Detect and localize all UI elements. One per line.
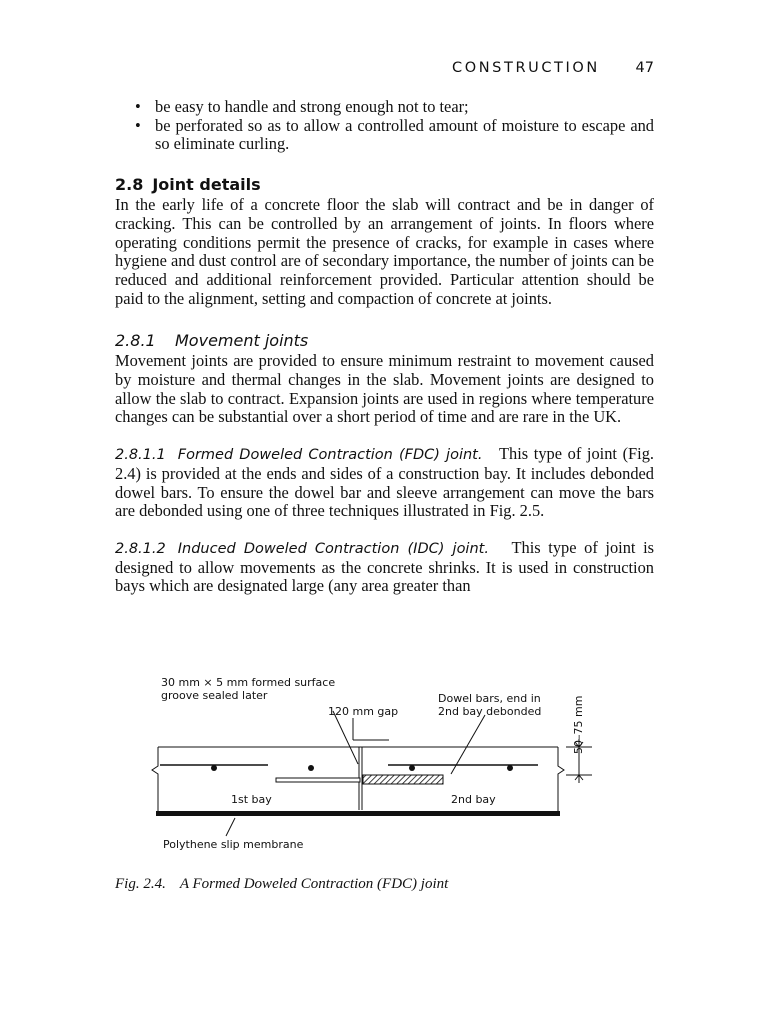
groove-label-line1: 30 mm × 5 mm formed surface — [161, 676, 336, 689]
groove-label-line2: groove sealed later — [161, 689, 268, 702]
debonded-sleeve — [363, 775, 443, 784]
section-2-8-1-body: Movement joints are provided to ensure minimum restraint to movement caused by moisture and thermal changes in the slab. Movement joints are designed to allow the slab to contract. Expansion joints are used in regions where temperature changes can be substantial over a short period of time and are rare in the UK. — [115, 351, 654, 427]
page-number: 47 — [635, 60, 654, 76]
depth-label: 50–75 mm — [572, 695, 585, 754]
bar-section — [507, 765, 513, 771]
section-heading-2-8: 2.8 Joint details — [115, 175, 261, 195]
figure-caption — [115, 876, 448, 893]
section-heading-2-8-1: 2.8.1 Movement joints — [115, 331, 309, 351]
section-heading-2-8-1-2: 2.8.1.2 Induced Doweled Contraction (IDC) joint. — [115, 540, 489, 557]
groove-leader — [333, 711, 358, 764]
bar-section — [409, 765, 415, 771]
slab-right-break — [558, 747, 564, 813]
second-bay-label: 2nd bay — [451, 793, 496, 806]
bar-section — [308, 765, 314, 771]
caption-text: A Formed Doweled Contraction (FDC) joint — [179, 876, 449, 892]
section-2-8-1-1-paragraph: 2.8.1.1 Formed Doweled Contraction (FDC) joint. This type of joint (Fig. 2.4) is provided at the ends and sides of a construction bay. It includes debonded dowel bars. To ensure the dowel bar and sleeve arrangement can move the bars are debonded using one of three techniques illustrated in Fig. 2.5. — [115, 444, 654, 521]
membrane-label: Polythene slip membrane — [163, 838, 304, 851]
section-heading-2-8-1-1: 2.8.1.1 Formed Doweled Contraction (FDC) joint. — [115, 447, 483, 464]
membrane-leader — [226, 818, 235, 836]
dowel-label-line2: 2nd bay debonded — [438, 705, 542, 718]
dowel-label-line1: Dowel bars, end in — [438, 692, 541, 705]
bullet-dot: • — [135, 97, 141, 116]
caption-number: Fig. 2.4. — [115, 876, 166, 892]
running-head — [452, 58, 654, 80]
section-2-8-1-2-paragraph: 2.8.1.2 Induced Doweled Contraction (IDC) joint. This type of joint is designed to allow movements as the concrete shrinks. It is used in construction bays which are designated large (any area greater than — [115, 537, 655, 596]
dowel-bar — [276, 778, 360, 782]
slip-membrane — [156, 811, 560, 816]
bullet-item: • be perforated so as to allow a controlled amount of moisture to escape and so eliminate curling. — [135, 115, 654, 154]
page-body — [115, 98, 654, 596]
bar-section — [211, 765, 217, 771]
fdc-joint-figure — [148, 670, 618, 860]
running-title: CONSTRUCTION — [452, 60, 600, 76]
bullet-item: • be easy to handle and strong enough not to tear; — [135, 97, 469, 116]
bullet-dot: • — [135, 115, 141, 135]
section-2-8-body: In the early life of a concrete floor the slab will contract and be in danger of cracking. This can be controlled by an arrangement of joints. In floors where operating conditions permit the presence of cracks, for example in cases where hygiene and dust control are of secondary importance, the number of joints can be reduced and additional reinforcement provided. Particular attention should be paid to the alignment, setting and compaction of concrete at joints. — [115, 195, 654, 308]
slab-left-break — [152, 747, 158, 813]
bullet-list — [115, 98, 654, 154]
first-bay-label: 1st bay — [231, 793, 272, 806]
gap-label: 120 mm gap — [328, 705, 399, 718]
